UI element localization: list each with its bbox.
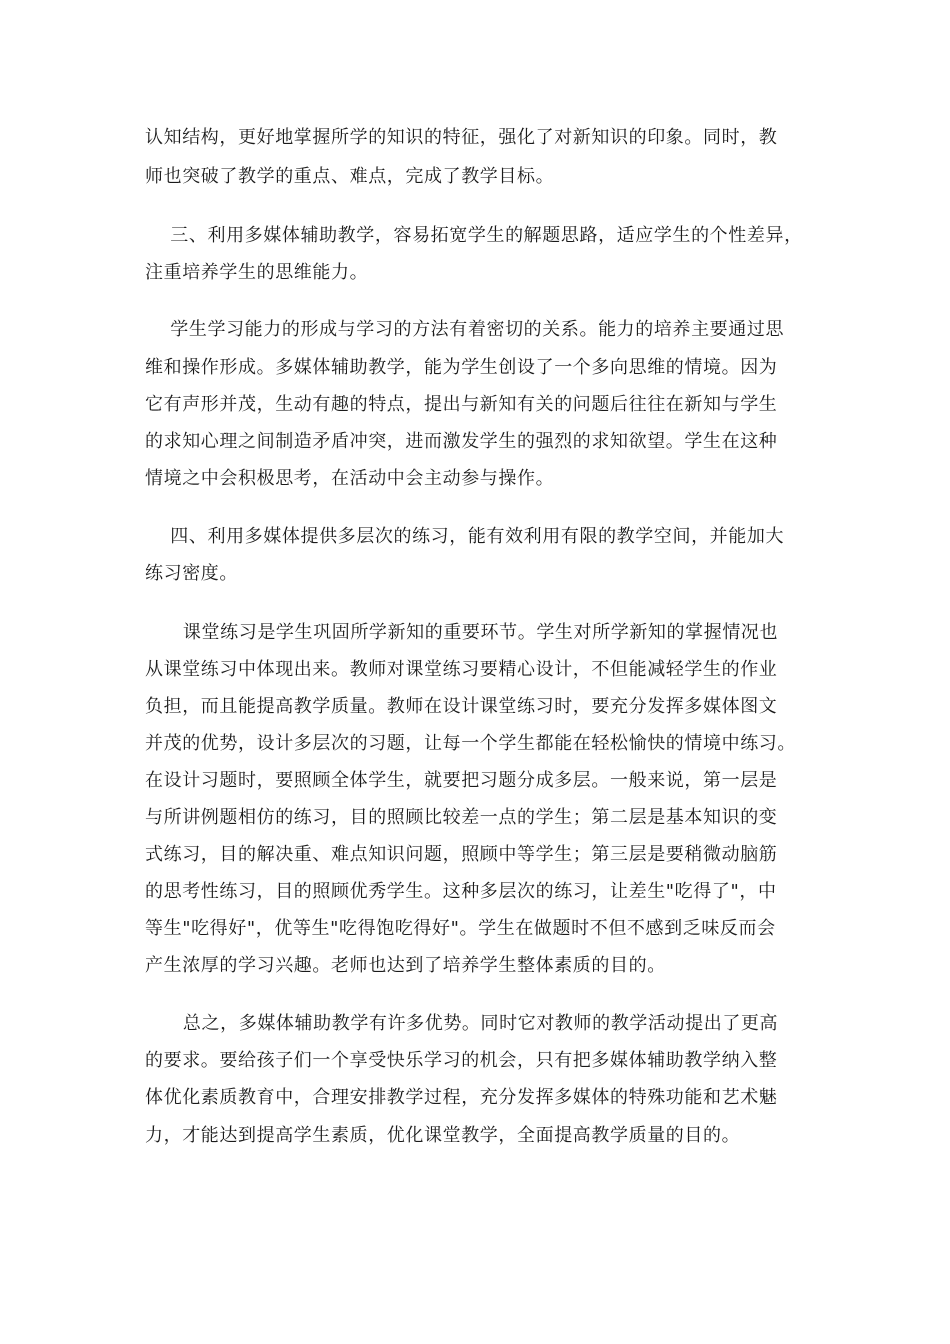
text-line: 课堂练习是学生巩固所学新知的重要环节。学生对所学新知的掌握情况也 bbox=[145, 622, 779, 643]
text-line: 与所讲例题相仿的练习，目的照顾比较差一点的学生；第二层是基本知识的变 bbox=[145, 807, 778, 828]
text-line: 产生浓厚的学习兴趣。老师也达到了培养学生整体素质的目的。 bbox=[145, 955, 666, 976]
text-line: 它有声形并茂，生动有趣的特点，提出与新知有关的问题后往往在新知与学生 bbox=[145, 394, 778, 415]
text-line: 负担，而且能提高教学质量。教师在设计课堂练习时，要充分发挥多媒体图文 bbox=[145, 696, 778, 717]
text-line: 注重培养学生的思维能力。 bbox=[145, 262, 369, 283]
text-line: 学生学习能力的形成与学习的方法有着密切的关系。能力的培养主要通过思 bbox=[145, 319, 785, 340]
text-line: 力，才能达到提高学生素质，优化课堂教学，全面提高教学质量的目的。 bbox=[145, 1125, 741, 1146]
text-line: 从课堂练习中体现出来。教师对课堂练习要精心设计，不但能减轻学生的作业 bbox=[145, 659, 778, 680]
text-line: 并茂的优势，设计多层次的习题，让每一个学生都能在轻松愉快的情境中练习。 bbox=[145, 733, 796, 754]
text-line: 式练习，目的解决重、难点知识问题，照顾中等学生；第三层是要稍微动脑筋 bbox=[145, 844, 778, 865]
text-line: 的求知心理之间制造矛盾冲突，进而激发学生的强烈的求知欲望。学生在这种 bbox=[145, 431, 778, 452]
text-line: 情境之中会积极思考，在活动中会主动参与操作。 bbox=[145, 468, 555, 489]
text-line: 师也突破了教学的重点、难点，完成了教学目标。 bbox=[145, 166, 555, 187]
text-line: 维和操作形成。多媒体辅助教学，能为学生创设了一个多向思维的情境。因为 bbox=[145, 357, 778, 378]
text-line: 的要求。要给孩子们一个享受快乐学习的机会，只有把多媒体辅助教学纳入整 bbox=[145, 1050, 778, 1071]
text-line: 总之，多媒体辅助教学有许多优势。同时它对教师的教学活动提出了更高 bbox=[145, 1013, 779, 1034]
text-line: 认知结构，更好地掌握所学的知识的特征，强化了对新知识的印象。同时，教 bbox=[145, 127, 778, 148]
text-line: 练习密度。 bbox=[145, 563, 238, 584]
text-line: 的思考性练习，目的照顾优秀学生。这种多层次的练习，让差生"吃得了"，中 bbox=[145, 881, 777, 902]
text-line: 四、利用多媒体提供多层次的练习，能有效利用有限的教学空间，并能加大 bbox=[145, 526, 785, 547]
text-line: 在设计习题时，要照顾全体学生，就要把习题分成多层。一般来说，第一层是 bbox=[145, 770, 778, 791]
text-line: 体优化素质教育中，合理安排教学过程，充分发挥多媒体的特殊功能和艺术魅 bbox=[145, 1087, 778, 1108]
text-line: 三、利用多媒体辅助教学，容易拓宽学生的解题思路，适应学生的个性差异， bbox=[145, 225, 803, 246]
text-line: 等生"吃得好"，优等生"吃得饱吃得好"。学生在做题时不但不感到乏味反而会 bbox=[145, 918, 776, 939]
